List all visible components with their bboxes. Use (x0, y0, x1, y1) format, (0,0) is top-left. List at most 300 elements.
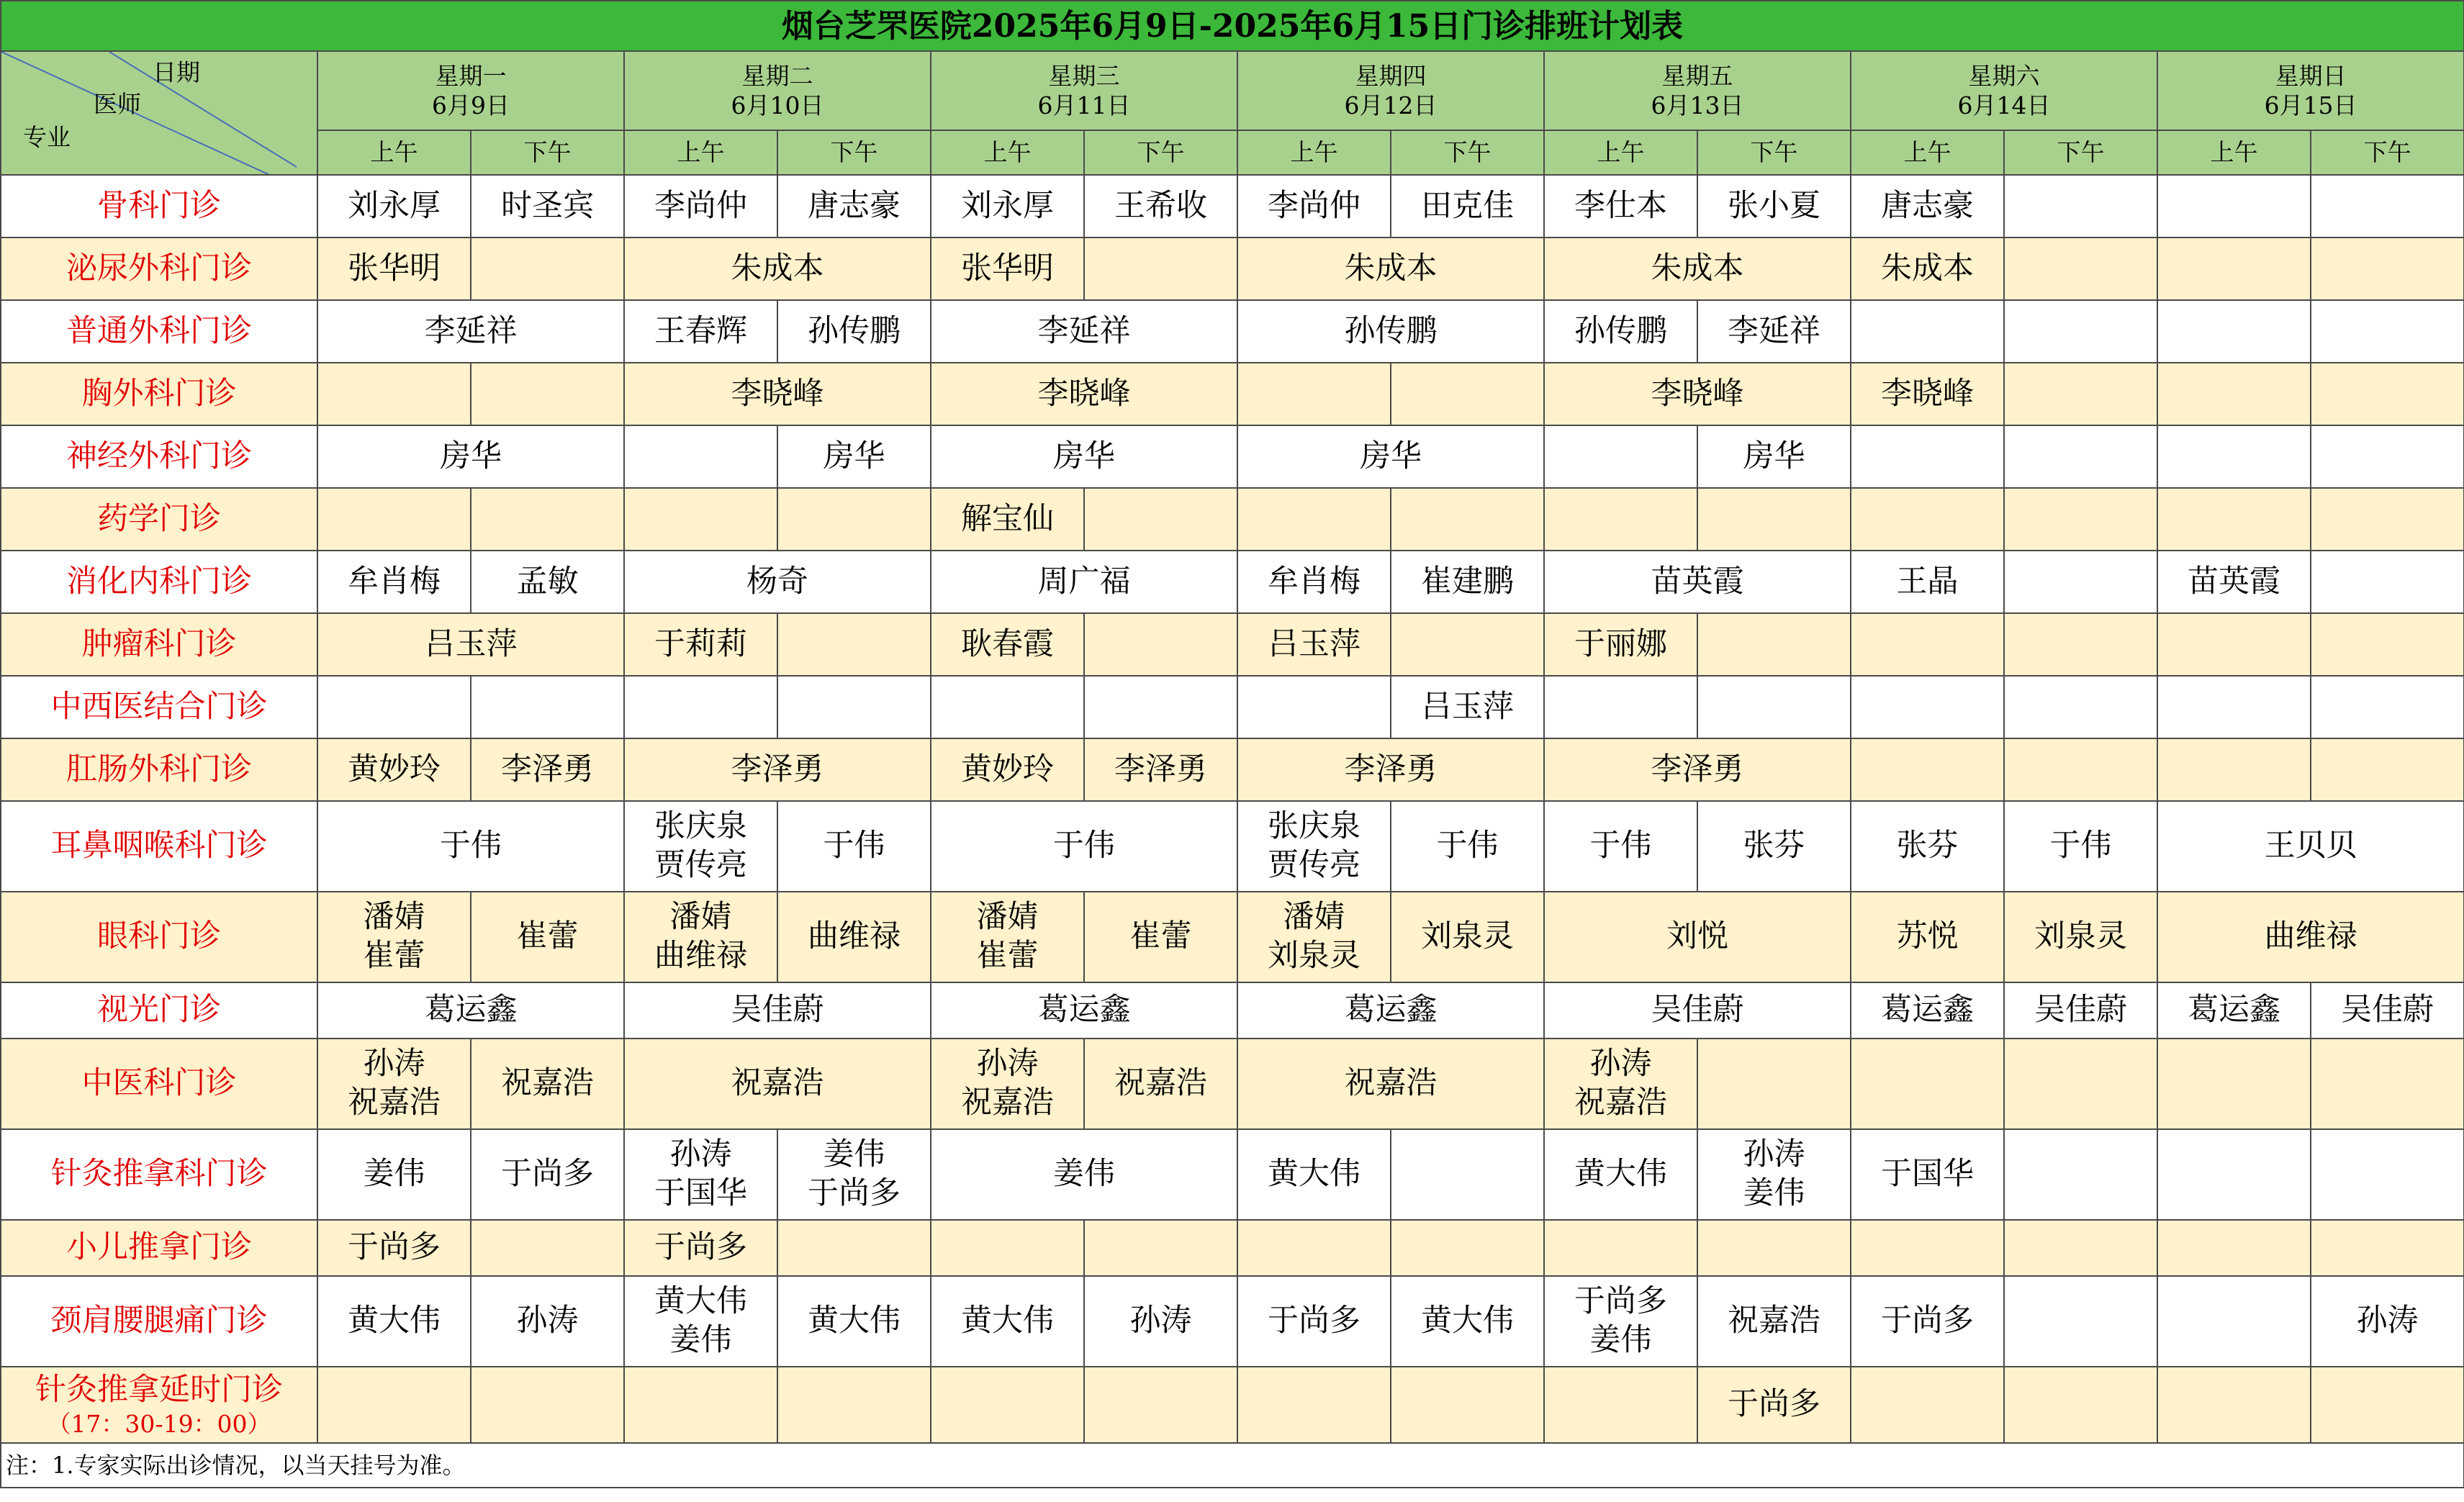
schedule-cell (777, 175, 931, 237)
schedule-cell (1697, 488, 1851, 551)
department-name (1, 300, 317, 363)
schedule-cell (317, 488, 471, 551)
schedule-cell (2004, 488, 2157, 551)
schedule-cell (931, 613, 1084, 676)
schedule-cell (2157, 1220, 2311, 1276)
doctor-name: 孙传鹏 (1574, 312, 1667, 349)
afternoon-header: 下午 (471, 130, 624, 175)
doctor-name: 李晓峰 (1037, 375, 1131, 412)
doctor-name: 刘永厚 (961, 187, 1054, 224)
doctor-name: 王春辉 (654, 312, 747, 349)
schedule-cell (317, 801, 624, 892)
doctor-name: 黄妙玲 (961, 751, 1054, 787)
doctor-name: 孙涛 (976, 1046, 1039, 1082)
schedule-cell (1237, 1367, 1391, 1443)
schedule-cell (1697, 801, 1851, 892)
corner-date-label: 日期 (153, 58, 200, 86)
doctor-name: 潘婧 (1283, 899, 1345, 936)
schedule-cell (317, 982, 624, 1039)
doctor-name: 孙涛 (1129, 1303, 1192, 1339)
doctor-name: 孙涛 (1589, 1046, 1652, 1082)
doctor-name: 崔蕾 (363, 938, 425, 974)
schedule-cell (1544, 982, 1851, 1039)
morning-header: 上午 (624, 130, 777, 175)
schedule-cell (624, 801, 777, 892)
doctor-name: 刘悦 (1666, 918, 1728, 955)
doctor-name: 孙涛 (669, 1136, 732, 1173)
schedule-cell (2311, 237, 2464, 300)
schedule-cell (2311, 982, 2464, 1039)
schedule-cell (471, 1220, 624, 1276)
schedule-cell (1851, 982, 2004, 1039)
doctor-name: 解宝仙 (961, 500, 1054, 537)
schedule-cell (2157, 982, 2311, 1039)
schedule-cell (1237, 676, 1391, 738)
schedule-cell (2311, 1276, 2464, 1367)
department-label: 中医科门诊 (81, 1065, 237, 1102)
doctor-name: 贾传亮 (654, 847, 747, 883)
doctor-name: 崔蕾 (1129, 918, 1192, 955)
corner-doctor-label: 医师 (94, 90, 141, 118)
afternoon-header: 下午 (2004, 130, 2157, 175)
department-name (1, 982, 317, 1039)
day-header (2157, 51, 2464, 130)
schedule-cell (2157, 425, 2311, 488)
schedule-cell (1851, 1367, 2004, 1443)
schedule-cell (1544, 488, 1697, 551)
schedule-cell (624, 1276, 777, 1367)
schedule-cell (1851, 300, 2004, 363)
doctor-name: 李延祥 (424, 312, 518, 349)
doctor-name: 黄大伟 (1268, 1156, 1360, 1193)
doctor-name: 张庆泉 (654, 808, 747, 845)
schedule-cell (624, 551, 931, 613)
schedule-cell (2157, 892, 2464, 982)
schedule-cell (471, 237, 624, 300)
doctor-name: 孙传鹏 (1344, 312, 1438, 349)
doctor-name: 于伟 (1436, 828, 1499, 864)
doctor-name: 王晶 (1896, 563, 1959, 600)
schedule-cell (1391, 1367, 1544, 1443)
schedule-cell (1851, 237, 2004, 300)
schedule-cell (2311, 175, 2464, 237)
department-name (1, 425, 317, 488)
doctor-name: 吴佳蔚 (2341, 992, 2434, 1028)
schedule-cell (1084, 488, 1237, 551)
afternoon-header: 下午 (1697, 130, 1851, 175)
schedule-cell (931, 425, 1237, 488)
day-header (317, 51, 624, 130)
schedule-cell (1237, 801, 1391, 892)
doctor-name: 吴佳蔚 (2034, 992, 2127, 1028)
schedule-cell (1084, 1276, 1237, 1367)
doctor-name: 祝嘉浩 (961, 1085, 1054, 1121)
schedule-cell (777, 488, 931, 551)
schedule-cell (624, 488, 777, 551)
doctor-name: 祝嘉浩 (731, 1065, 824, 1102)
department-name (1, 676, 317, 738)
schedule-cell (1391, 801, 1544, 892)
schedule-cell (624, 892, 777, 982)
schedule-cell (1851, 613, 2004, 676)
schedule-cell (1391, 551, 1544, 613)
doctor-name: 朱成本 (1881, 250, 1974, 286)
doctor-name: 朱成本 (1651, 250, 1744, 286)
doctor-name: 于莉莉 (654, 625, 747, 662)
doctor-name: 崔建鹏 (1421, 563, 1514, 600)
schedule-cell (2004, 300, 2157, 363)
weekday-label: 星期五 (1661, 61, 1733, 90)
schedule-cell (1391, 363, 1544, 425)
department-label: 颈肩腰腿痛门诊 (50, 1303, 268, 1339)
schedule-cell (931, 801, 1237, 892)
schedule-cell (777, 1129, 931, 1220)
schedule-cell (471, 892, 624, 982)
department-label: 骨科门诊 (97, 187, 221, 224)
schedule-cell (777, 1276, 931, 1367)
schedule-cell (471, 738, 624, 801)
schedule-cell (471, 488, 624, 551)
table-row (1, 300, 2464, 363)
doctor-name: 潘婧 (669, 899, 732, 936)
department-name (1, 175, 317, 237)
schedule-cell (2311, 613, 2464, 676)
doctor-name: 李泽勇 (1114, 751, 1207, 787)
doctor-name: 祝嘉浩 (1344, 1065, 1438, 1102)
schedule-cell (624, 363, 931, 425)
morning-header: 上午 (931, 130, 1084, 175)
schedule-cell (624, 613, 777, 676)
doctor-name: 李延祥 (1728, 312, 1820, 349)
doctor-name: 吴佳蔚 (731, 992, 824, 1028)
schedule-cell (1544, 237, 1851, 300)
schedule-cell (931, 237, 1084, 300)
schedule-cell (624, 1367, 777, 1443)
weekday-label: 星期二 (741, 61, 813, 90)
schedule-cell (1391, 1276, 1544, 1367)
schedule-cell (317, 613, 624, 676)
doctor-name: 曲维禄 (654, 938, 747, 974)
schedule-cell (1084, 237, 1237, 300)
schedule-cell (2311, 551, 2464, 613)
doctor-name: 崔蕾 (516, 918, 579, 955)
schedule-cell (317, 738, 471, 801)
schedule-cell (317, 892, 471, 982)
schedule-cell (2311, 1220, 2464, 1276)
sheet-title: 烟台芝罘医院2025年6月9日-2025年6月15日门诊排班计划表 (1, 1, 2464, 51)
doctor-name: 张芬 (1743, 828, 1805, 864)
schedule-cell (1544, 613, 1697, 676)
schedule-cell (2157, 551, 2311, 613)
schedule-cell (2311, 488, 2464, 551)
schedule-cell (1084, 738, 1237, 801)
weekday-label: 星期三 (1048, 61, 1120, 90)
table-row (1, 613, 2464, 676)
corner-header (1, 51, 317, 175)
table-row (1, 488, 2464, 551)
schedule-cell (2157, 676, 2311, 738)
department-label: 普通外科门诊 (66, 312, 252, 349)
schedule-cell (2004, 425, 2157, 488)
doctor-name: 吕玉萍 (424, 625, 518, 662)
doctor-name: 祝嘉浩 (1114, 1065, 1207, 1102)
table-row (1, 363, 2464, 425)
department-name (1, 613, 317, 676)
schedule-cell (624, 175, 777, 237)
doctor-name: 于尚多 (1574, 1283, 1667, 1320)
doctor-name: 张华明 (961, 250, 1054, 286)
morning-header: 上午 (1237, 130, 1391, 175)
doctor-name: 葛运鑫 (1344, 992, 1438, 1028)
doctor-name: 朱成本 (731, 250, 824, 286)
schedule-cell (2311, 738, 2464, 801)
department-name (1, 801, 317, 892)
schedule-cell (2157, 613, 2311, 676)
schedule-cell (1544, 801, 1697, 892)
schedule-cell (2157, 488, 2311, 551)
schedule-cell (931, 676, 1084, 738)
schedule-cell (1237, 363, 1391, 425)
schedule-cell (2157, 738, 2311, 801)
doctor-name: 黄大伟 (348, 1303, 441, 1339)
doctor-name: 张庆泉 (1268, 808, 1360, 845)
schedule-cell (1544, 425, 1697, 488)
schedule-cell (931, 982, 1237, 1039)
doctor-name: 田克佳 (1421, 187, 1514, 224)
schedule-cell (2157, 175, 2311, 237)
schedule-cell (1084, 613, 1237, 676)
table-row (1, 1039, 2464, 1129)
schedule-cell (2004, 1276, 2157, 1367)
doctor-name: 黄大伟 (1421, 1303, 1514, 1339)
schedule-cell (931, 1276, 1084, 1367)
date-label: 6月10日 (731, 91, 824, 119)
doctor-name: 孙涛 (1743, 1136, 1805, 1173)
schedule-cell (931, 551, 1237, 613)
doctor-name: 刘泉灵 (2034, 918, 2127, 955)
doctor-name: 吕玉萍 (1268, 625, 1360, 662)
schedule-cell (2004, 1367, 2157, 1443)
doctor-name: 曲维禄 (2264, 918, 2357, 955)
schedule-cell (1697, 300, 1851, 363)
schedule-cell (317, 363, 471, 425)
schedule-cell (931, 738, 1084, 801)
schedule-cell (624, 1220, 777, 1276)
schedule-cell (317, 551, 471, 613)
schedule-cell (624, 425, 777, 488)
doctor-name: 李晓峰 (1881, 375, 1974, 412)
afternoon-header: 下午 (2311, 130, 2464, 175)
doctor-name: 房华 (1053, 438, 1115, 474)
schedule-cell (1391, 488, 1544, 551)
corner-specialty-label: 专业 (23, 123, 71, 151)
schedule-cell (1697, 1039, 1851, 1129)
day-header (1851, 51, 2157, 130)
day-header (1544, 51, 1851, 130)
schedule-cell (1851, 488, 2004, 551)
doctor-name: 于伟 (440, 828, 502, 864)
doctor-name: 王贝贝 (2264, 828, 2357, 864)
schedule-cell (471, 1367, 624, 1443)
schedule-cell (471, 676, 624, 738)
doctor-name: 吴佳蔚 (1651, 992, 1744, 1028)
doctor-name: 张华明 (348, 250, 441, 286)
department-hours: （17：30-19：00） (47, 1410, 271, 1439)
doctor-name: 潘婧 (976, 899, 1039, 936)
afternoon-header: 下午 (1084, 130, 1237, 175)
department-name (1, 1129, 317, 1220)
doctor-name: 于国华 (1881, 1156, 1974, 1193)
schedule-cell (1544, 363, 1851, 425)
doctor-name: 孟敏 (516, 563, 579, 600)
schedule-cell (317, 676, 471, 738)
doctor-name: 于尚多 (808, 1175, 901, 1211)
department-name (1, 1276, 317, 1367)
doctor-name: 姜伟 (1053, 1156, 1115, 1193)
table-row (1, 676, 2464, 738)
schedule-cell (471, 363, 624, 425)
table-row (1, 425, 2464, 488)
doctor-name: 姜伟 (823, 1136, 885, 1173)
doctor-name: 黄妙玲 (348, 751, 441, 787)
schedule-cell (1237, 551, 1391, 613)
afternoon-header: 下午 (777, 130, 931, 175)
schedule-cell (1391, 1220, 1544, 1276)
doctor-name: 黄大伟 (808, 1303, 901, 1339)
schedule-cell (317, 175, 471, 237)
schedule-cell (471, 551, 624, 613)
schedule-cell (931, 1367, 1084, 1443)
department-label: 胸外科门诊 (81, 375, 237, 412)
doctor-name: 于伟 (823, 828, 885, 864)
morning-header: 上午 (317, 130, 471, 175)
schedule-cell (1237, 892, 1391, 982)
schedule-cell (931, 892, 1084, 982)
schedule-cell (1544, 676, 1697, 738)
schedule-cell (1084, 892, 1237, 982)
schedule-cell (624, 1039, 931, 1129)
schedule-cell (931, 1039, 1084, 1129)
doctor-name: 于尚多 (1881, 1303, 1974, 1339)
schedule-cell (2004, 237, 2157, 300)
schedule-cell (931, 1220, 1084, 1276)
schedule-cell (1697, 175, 1851, 237)
schedule-cell (777, 801, 931, 892)
doctor-name: 李泽勇 (731, 751, 824, 787)
department-name (1, 1039, 317, 1129)
doctor-name: 朱成本 (1344, 250, 1438, 286)
schedule-cell (1697, 1129, 1851, 1220)
doctor-name: 房华 (1743, 438, 1805, 474)
schedule-cell (317, 1129, 471, 1220)
table-row (1, 738, 2464, 801)
schedule-cell (1851, 425, 2004, 488)
weekday-label: 星期一 (435, 61, 507, 90)
schedule-cell (2004, 175, 2157, 237)
table-row (1, 892, 2464, 982)
schedule-cell (2004, 551, 2157, 613)
schedule-cell (777, 1220, 931, 1276)
table-row (1, 801, 2464, 892)
schedule-cell (2157, 1367, 2311, 1443)
doctor-name: 葛运鑫 (1037, 992, 1131, 1028)
schedule-cell (1851, 1220, 2004, 1276)
schedule-cell (1544, 175, 1697, 237)
schedule-cell (317, 1276, 471, 1367)
schedule-cell (777, 613, 931, 676)
doctor-name: 孙传鹏 (808, 312, 901, 349)
doctor-name: 吕玉萍 (1421, 688, 1514, 725)
department-label: 消化内科门诊 (66, 563, 252, 600)
schedule-cell (2004, 1220, 2157, 1276)
date-label: 6月9日 (432, 91, 510, 119)
doctor-name: 黄大伟 (1574, 1156, 1667, 1193)
table-row (1, 551, 2464, 613)
schedule-cell (1391, 613, 1544, 676)
schedule-cell (2157, 1039, 2311, 1129)
schedule-cell (2157, 237, 2311, 300)
weekday-label: 星期四 (1355, 61, 1427, 90)
date-label: 6月15日 (2264, 91, 2357, 119)
schedule-cell (1544, 892, 1851, 982)
doctor-name: 于国华 (654, 1175, 747, 1211)
schedule-cell (1237, 1220, 1391, 1276)
doctor-name: 王希收 (1114, 187, 1207, 224)
schedule-cell (1544, 1367, 1697, 1443)
schedule-cell (471, 1276, 624, 1367)
doctor-name: 孙涛 (363, 1046, 425, 1082)
doctor-name: 崔蕾 (976, 938, 1039, 974)
schedule-cell (1544, 738, 1851, 801)
schedule-cell (931, 300, 1237, 363)
schedule-cell (471, 1039, 624, 1129)
schedule-cell (471, 1129, 624, 1220)
department-name (1, 488, 317, 551)
doctor-name: 李泽勇 (501, 751, 594, 787)
schedule-cell (1851, 1276, 2004, 1367)
schedule-cell (2004, 982, 2157, 1039)
doctor-name: 姜伟 (1589, 1322, 1652, 1358)
schedule-cell (2157, 300, 2311, 363)
doctor-name: 于尚多 (654, 1229, 747, 1266)
schedule-cell (777, 425, 931, 488)
schedule-cell (1237, 738, 1544, 801)
doctor-name: 唐志豪 (808, 187, 901, 224)
doctor-name: 姜伟 (1743, 1175, 1805, 1211)
schedule-cell (624, 738, 931, 801)
schedule-cell (2311, 1367, 2464, 1443)
schedule-cell (1237, 425, 1544, 488)
schedule-cell (624, 676, 777, 738)
schedule-cell (1697, 1367, 1851, 1443)
doctor-name: 杨奇 (746, 563, 808, 600)
schedule-cell (2004, 613, 2157, 676)
weekday-label: 星期六 (1968, 61, 2040, 90)
table-row (1, 982, 2464, 1039)
department-label: 泌尿外科门诊 (66, 250, 252, 286)
schedule-cell (2004, 1039, 2157, 1129)
schedule-cell (931, 363, 1237, 425)
doctor-name: 姜伟 (363, 1156, 425, 1193)
date-label: 6月11日 (1037, 91, 1131, 119)
doctor-name: 于伟 (1589, 828, 1652, 864)
schedule-cell (777, 300, 931, 363)
schedule-cell (2004, 801, 2157, 892)
doctor-name: 李晓峰 (1651, 375, 1744, 412)
doctor-name: 祝嘉浩 (348, 1085, 441, 1121)
schedule-cell (1851, 551, 2004, 613)
day-header (1237, 51, 1544, 130)
